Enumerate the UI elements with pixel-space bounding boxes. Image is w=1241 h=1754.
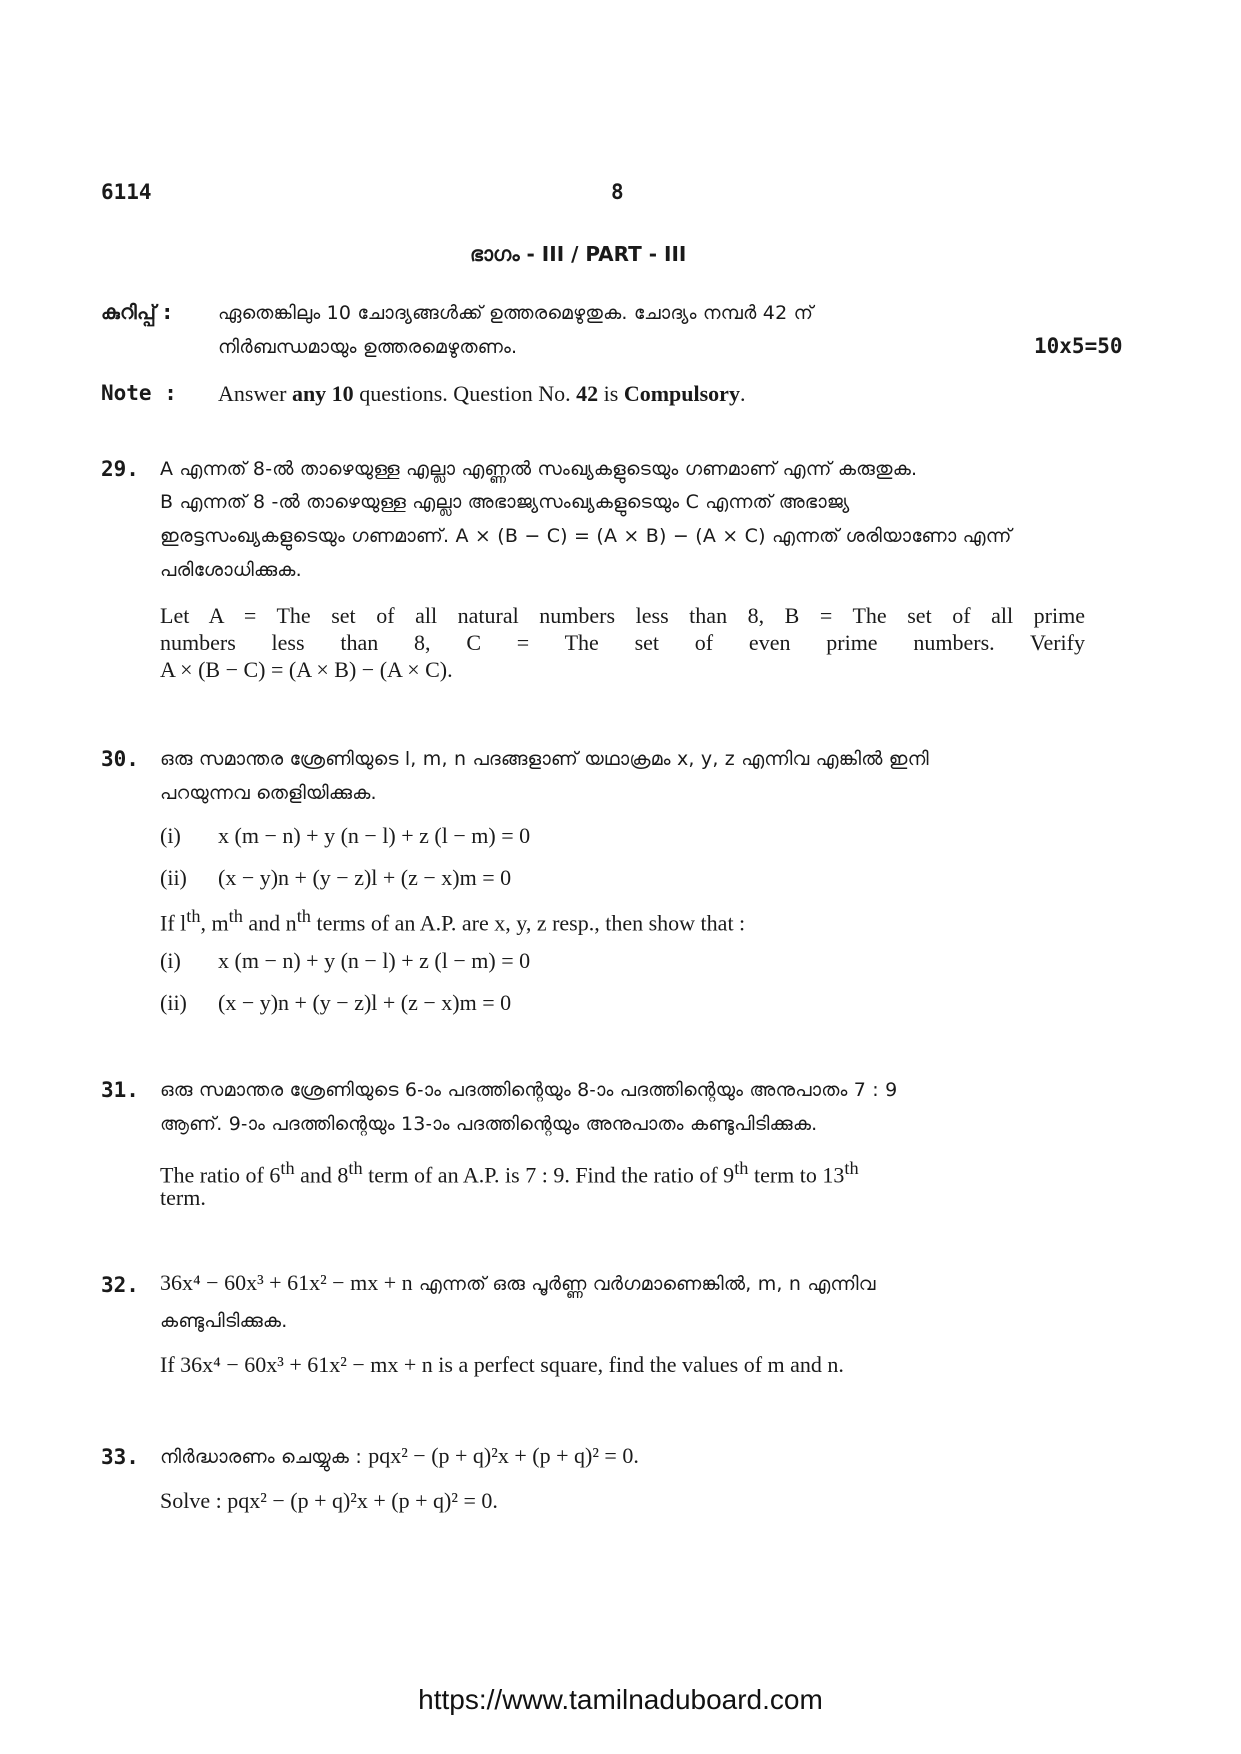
q29-ml-line2: B എന്നത് 8 -ൽ താഴെയുള്ള എല്ലാ അഭാജ്യസംഖ്യകളുടെയും C എന്നത് അഭാജ്യ xyxy=(160,491,850,513)
q32-en-line xyxy=(160,1352,844,1378)
part-title: ഭാഗം - III / PART - III xyxy=(470,242,687,266)
q30-en-part-ii xyxy=(160,990,511,1016)
en-a: The ratio of 6 xyxy=(160,1162,281,1188)
part-expr: (x − y)n + (y − z)l + (z − x)m = 0 xyxy=(218,865,512,890)
q33-ml-pre: നിർദ്ധാരണം ചെയ്യുക : xyxy=(160,1446,369,1468)
note-mid: questions. Question No. xyxy=(359,381,571,406)
en-pre: If xyxy=(160,1352,181,1377)
footer-url[interactable]: https://www.tamilnaduboard.com xyxy=(418,1684,823,1715)
q33-ml-line xyxy=(160,1443,639,1469)
q29-ml-line1: A എന്നത് 8-ൽ താഴെയുള്ള എല്ലാ എണ്ണൽ സംഖ്യകളുടെയും ഗണമാണ് എന്ന് കരുതുക. xyxy=(160,458,918,480)
en-m: , m xyxy=(200,910,229,936)
sup-th: th xyxy=(186,906,201,926)
note-any: any 10 xyxy=(291,381,354,406)
q29-ml-line3: ഇരട്ടസംഖ്യകളുടെയും ഗണമാണ്. A × (B − C) = (A × B) − (A × C) എന്നത് ശരിയാണോ എന്ന് xyxy=(160,525,1012,547)
q31-en-line1 xyxy=(160,1158,859,1188)
part-label: (i) xyxy=(160,823,181,848)
en-b: and 8 xyxy=(294,1162,349,1188)
page-number: 8 xyxy=(611,180,624,204)
q30-ml-line1: ഒരു സമാന്തര ശ്രേണിയുടെ l, m, n പദങ്ങളാണ് യഥാക്രമം x, y, z എന്നിവ എങ്കിൽ ഇനി xyxy=(160,748,929,770)
part-expr: x (m − n) + y (n − l) + z (l − m) = 0 xyxy=(218,948,531,973)
q32-en-expr: 36x⁴ − 60x³ + 61x² − mx + n xyxy=(180,1352,433,1377)
q30-ml-part-i xyxy=(160,823,530,849)
en-post: terms of an A.P. are x, y, z resp., then show that : xyxy=(310,910,746,936)
q32-ml-line2: കണ്ടുപിടിക്കുക. xyxy=(160,1310,288,1332)
note-is: is xyxy=(603,381,619,406)
note-label: Note : xyxy=(101,381,177,405)
part-label: (i) xyxy=(160,948,181,973)
q29-ml-line4: പരിശോധിക്കുക. xyxy=(160,559,302,581)
q29-en-line3: A × (B − C) = (A × B) − (A × C). xyxy=(160,657,453,682)
question-number: 31. xyxy=(101,1078,139,1102)
q29-en-line2: numbers less than 8, C = The set of even prime numbers. Verify xyxy=(160,630,1085,655)
q32-ml-expr: 36x⁴ − 60x³ + 61x² − mx + n xyxy=(160,1270,413,1295)
sup-th: th xyxy=(734,1158,749,1178)
part-label: (ii) xyxy=(160,990,187,1015)
q32-ml-line1 xyxy=(160,1270,876,1296)
question-number: 29. xyxy=(101,457,139,481)
q30-ml-part-ii xyxy=(160,865,511,891)
note-end: . xyxy=(739,381,746,406)
q32-ml-rest: എന്നത് ഒരു പൂർണ്ണ വർഗമാണെങ്കിൽ, m, n എന്നിവ xyxy=(412,1273,876,1295)
ml-instruction-line1: ഏതെങ്കിലും 10 ചോദ്യങ്ങൾക്ക് ഉത്തരമെഴുതുക. ചോദ്യം നമ്പർ 42 ന് xyxy=(218,302,814,324)
sup-th: th xyxy=(844,1158,859,1178)
en-and: and n xyxy=(242,910,297,936)
en-pre: Solve : xyxy=(160,1488,228,1513)
paper-code: 6114 xyxy=(101,180,152,204)
en-post: is a perfect square, find the values of m and n. xyxy=(432,1352,844,1377)
en-d: term to 13 xyxy=(748,1162,845,1188)
q33-expr: pqx² − (p + q)²x + (p + q)² = 0. xyxy=(368,1443,639,1468)
q31-ml-line1: ഒരു സമാന്തര ശ്രേണിയുടെ 6-ാം പദത്തിന്റെയും 8-ാം പദത്തിന്റെയും അനുപാതം 7 : 9 xyxy=(160,1079,898,1101)
en-pre: If l xyxy=(160,910,187,936)
q29-en-line1: Let A = The set of all natural numbers less than 8, B = The set of all prime xyxy=(160,603,1085,628)
marks-total: 10x5=50 xyxy=(1034,334,1123,358)
ml-note-label: കുറിപ്പ് : xyxy=(101,300,172,324)
note-pre: Answer xyxy=(218,381,287,406)
part-expr: x (m − n) + y (n − l) + z (l − m) = 0 xyxy=(218,823,531,848)
sup-th: th xyxy=(348,1158,363,1178)
question-number: 32. xyxy=(101,1273,139,1297)
note-compulsory: Compulsory xyxy=(623,381,740,406)
q30-en-part-i xyxy=(160,948,530,974)
q30-en-line xyxy=(160,906,745,936)
sup-th: th xyxy=(280,1158,295,1178)
q33-expr: pqx² − (p + q)²x + (p + q)² = 0. xyxy=(227,1488,498,1513)
q31-ml-line2: ആണ്. 9-ാം പദത്തിന്റെയും 13-ാം പദത്തിന്റെയും അനുപാതം കണ്ടുപിടിക്കുക. xyxy=(160,1113,818,1135)
note-num: 42 xyxy=(576,381,599,406)
note-text xyxy=(218,381,745,407)
en-c: term of an A.P. is 7 : 9. Find the ratio of 9 xyxy=(362,1162,735,1188)
q30-ml-line2: പറയുന്നവ തെളിയിക്കുക. xyxy=(160,782,377,804)
question-number: 33. xyxy=(101,1445,139,1469)
question-number: 30. xyxy=(101,747,139,771)
note-line xyxy=(101,381,746,406)
sup-th: th xyxy=(296,906,311,926)
q33-en-line xyxy=(160,1488,498,1514)
ml-instruction-line2: നിർബന്ധമായും ഉത്തരമെഴുതണം. xyxy=(218,336,518,358)
sup-th: th xyxy=(228,906,243,926)
q31-en-line2: term. xyxy=(160,1185,206,1210)
part-label: (ii) xyxy=(160,865,187,890)
part-expr: (x − y)n + (y − z)l + (z − x)m = 0 xyxy=(218,990,512,1015)
